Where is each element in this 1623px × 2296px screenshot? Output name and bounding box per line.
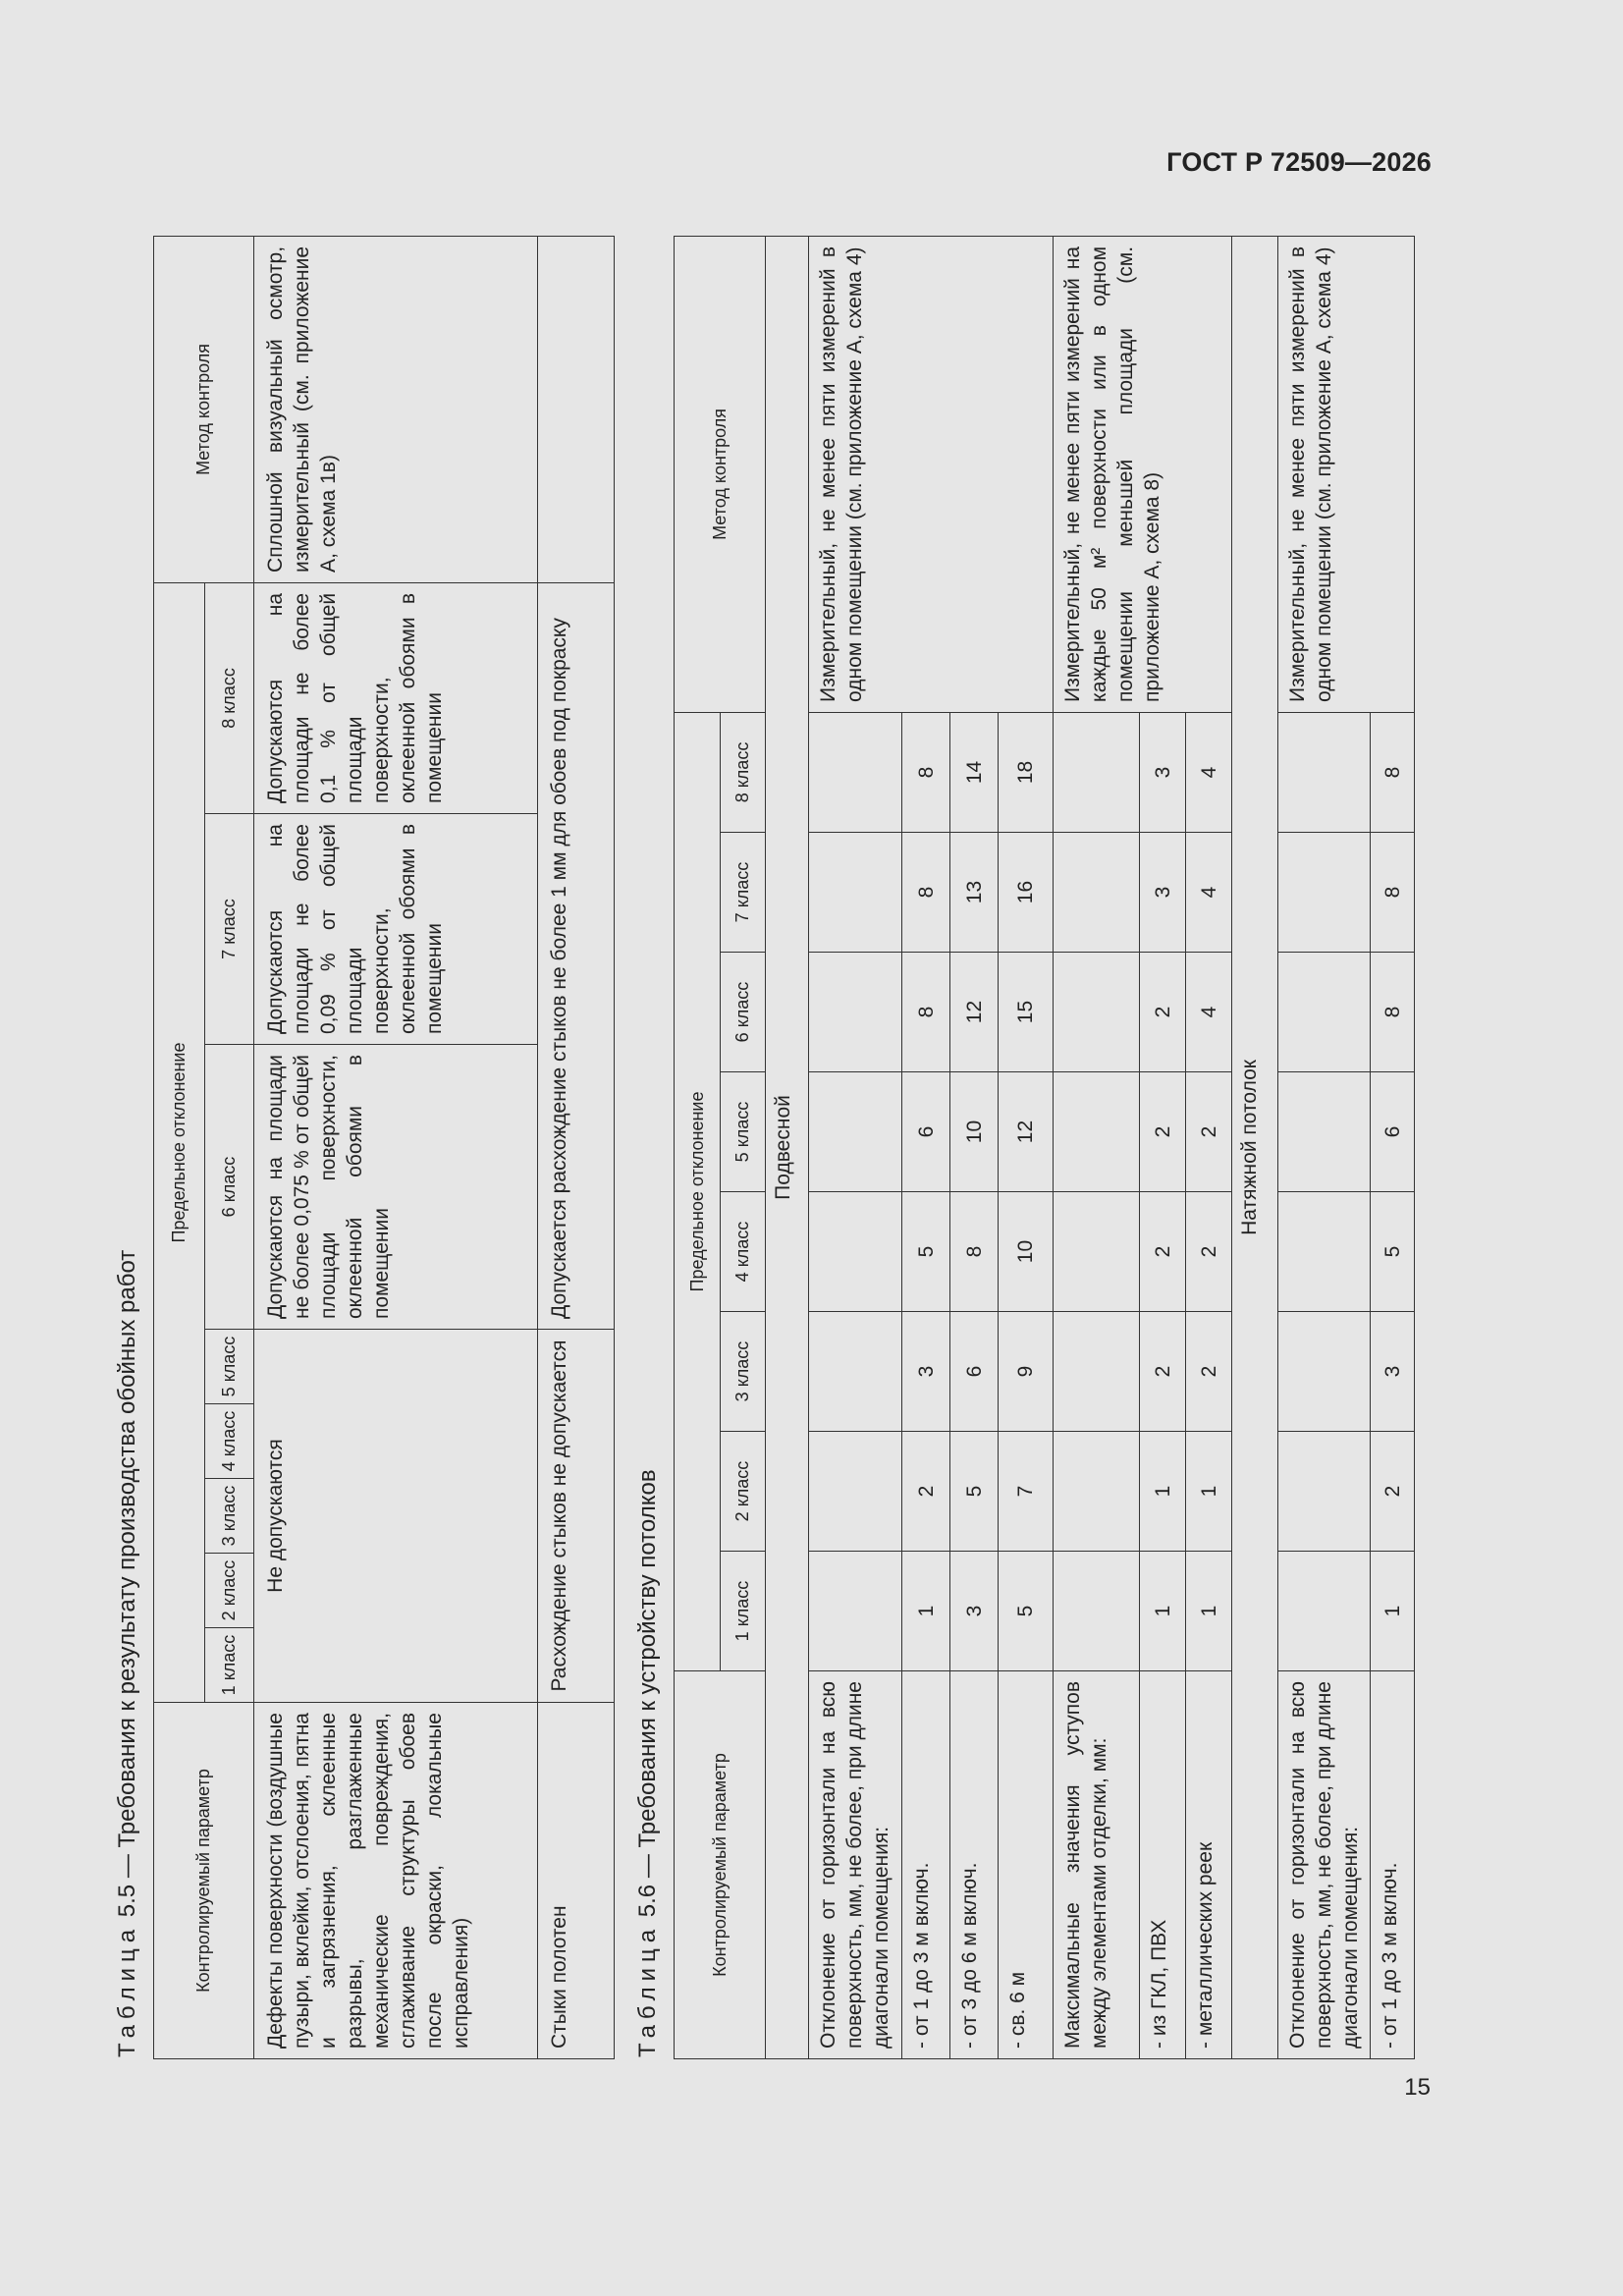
cell-value: 5: [1371, 1192, 1415, 1312]
cell-value: 10: [950, 1072, 999, 1192]
section-title: Подвесной: [766, 236, 809, 2058]
header-class-2: 2 класс: [721, 1432, 766, 1552]
cell-value: 5: [950, 1432, 999, 1552]
row-value: Расхождение стыков не допускается: [538, 1330, 615, 1703]
section-row: [1232, 236, 1278, 2058]
header-class-3: 3 класс: [205, 1479, 254, 1554]
header-class-1: 1 класс: [205, 1628, 254, 1703]
row-value: Допускаются на площади не более 0,09 % от общей площади поверхности, оклеенной обоями в помещении: [254, 814, 538, 1045]
header-param: Контролируемый параметр: [154, 1703, 254, 2059]
cell-value: 1: [902, 1552, 950, 1671]
row-label: - от 1 до 3 м включ.: [1371, 1671, 1415, 2059]
row-label: - из ГКЛ, ПВХ: [1140, 1671, 1186, 2059]
cell-value: 13: [950, 833, 999, 953]
table-row: [1054, 236, 1140, 2058]
cell-value: 18: [999, 712, 1054, 832]
cell-value: 16: [999, 833, 1054, 953]
caption-label: Таблица: [634, 1923, 661, 2057]
caption-text: — Требования к устройству потолков: [634, 1469, 661, 1879]
row-method: Измерительный, не менее пяти измерений в одном помещении (см. приложение А, схема 4): [1278, 236, 1415, 712]
cell-value: 8: [950, 1192, 999, 1312]
cell-value: 15: [999, 953, 1054, 1072]
header-class-5: 5 класс: [721, 1072, 766, 1192]
header-class-2: 2 класс: [205, 1554, 254, 1628]
cell-value: 12: [999, 1072, 1054, 1192]
cell-value: 2: [1186, 1312, 1232, 1432]
table-row: [254, 236, 538, 2058]
row-param: Стыки полотен: [538, 1703, 615, 2059]
cell-value: 4: [1186, 712, 1232, 832]
header-class-6: 6 класс: [205, 1045, 254, 1330]
group-title: Отклонение от горизонтали на всю поверхность, мм, не более, при длине диагонали помещения:: [1278, 1671, 1371, 2059]
row-value: Допускаются на площади не более 0,1 % от общей площади поверхности, оклеенной обоями в помещении: [254, 582, 538, 813]
header-class-7: 7 класс: [721, 833, 766, 953]
header-class-5: 5 класс: [205, 1330, 254, 1404]
row-method: Измерительный, не менее пяти измерений в одном помещении (см. приложение А, схема 4): [809, 236, 1054, 712]
cell-value: 2: [1140, 1312, 1186, 1432]
row-value: Допускаются на площади не более 0,075 % от общей площади поверхности, оклеенной обоями в помещении: [254, 1045, 538, 1330]
page-number: 15: [1404, 2074, 1431, 2101]
cell-value: 2: [902, 1432, 950, 1552]
cell-value: 8: [902, 712, 950, 832]
cell-value: 5: [902, 1192, 950, 1312]
cell-value: 8: [1371, 953, 1415, 1072]
section-row: [766, 236, 809, 2058]
document-header: ГОСТ Р 72509—2026: [1166, 147, 1432, 177]
section-title: Натяжной потолок: [1232, 236, 1278, 2058]
cell-value: 2: [1140, 1072, 1186, 1192]
header-class-3: 3 класс: [721, 1312, 766, 1432]
header-method: Метод контроля: [675, 236, 766, 712]
cell-value: 2: [1140, 1192, 1186, 1312]
cell-value: 2: [1186, 1072, 1232, 1192]
header-class-8: 8 класс: [205, 582, 254, 813]
header-class-8: 8 класс: [721, 712, 766, 832]
cell-value: 6: [950, 1312, 999, 1432]
row-method: Сплошной визуальный осмотр, измерительный (см. приложение А, схема 1в): [254, 236, 538, 582]
row-label: - св. 6 м: [999, 1671, 1054, 2059]
caption-number: 5.6: [634, 1884, 661, 1918]
table-row: [538, 236, 615, 2058]
cell-value: 1: [1186, 1432, 1232, 1552]
header-param: Контролируемый параметр: [675, 1671, 766, 2059]
header-class-6: 6 класс: [721, 953, 766, 1072]
row-label: - от 1 до 3 м включ.: [902, 1671, 950, 2059]
row-method: Измерительный, не менее пяти измерений на каждые 50 м² поверхности или в одном помещении меньшей площади (см. приложение А, схема 8): [1054, 236, 1232, 712]
cell-value: 3: [1371, 1312, 1415, 1432]
row-value: Не допускаются: [254, 1330, 538, 1703]
row-label: - от 3 до 6 м включ.: [950, 1671, 999, 2059]
cell-value: 6: [1371, 1072, 1415, 1192]
cell-value: 7: [999, 1432, 1054, 1552]
table-5-5: [153, 236, 615, 2059]
group-title: Максимальные значения уступов между элементами отделки, мм:: [1054, 1671, 1140, 2059]
caption-label: Таблица: [114, 1923, 140, 2057]
cell-value: 5: [999, 1552, 1054, 1671]
row-method-empty: [538, 236, 615, 582]
cell-value: 8: [902, 953, 950, 1072]
cell-value: 4: [1186, 833, 1232, 953]
cell-value: 2: [1186, 1192, 1232, 1312]
cell-value: 8: [902, 833, 950, 953]
cell-value: 2: [1371, 1432, 1415, 1552]
row-param: Дефекты поверхности (воздушные пузыри, вклейки, отслоения, пятна и загрязнения, склеенные разрывы, разглаженные механические повреждения, сглаживание структуры обоев после окраски, локальные исправления): [254, 1703, 538, 2059]
cell-value: 1: [1186, 1552, 1232, 1671]
header-class-4: 4 класс: [721, 1192, 766, 1312]
header-class-1: 1 класс: [721, 1552, 766, 1671]
row-label: - металлических реек: [1186, 1671, 1232, 2059]
row-value: Допускается расхождение стыков не более 1 мм для обоев под покраску: [538, 582, 615, 1329]
table-5-6-caption: [634, 1469, 662, 2057]
header-deviation: Предельное отклонение: [154, 582, 205, 1702]
group-title: Отклонение от горизонтали на всю поверхность, мм, не более, при длине диагонали помещения:: [809, 1671, 902, 2059]
cell-value: 1: [1371, 1552, 1415, 1671]
header-class-7: 7 класс: [205, 814, 254, 1045]
header-method: Метод контроля: [154, 236, 254, 582]
header-class-4: 4 класс: [205, 1404, 254, 1479]
header-deviation: Предельное отклонение: [675, 712, 721, 1670]
cell-value: 6: [902, 1072, 950, 1192]
cell-value: 10: [999, 1192, 1054, 1312]
table-5-5-caption: [114, 1250, 141, 2057]
cell-value: 12: [950, 953, 999, 1072]
cell-value: 14: [950, 712, 999, 832]
cell-value: 2: [1140, 953, 1186, 1072]
table-row: [1278, 236, 1371, 2058]
table-5-6: [674, 236, 1415, 2059]
cell-value: 3: [1140, 712, 1186, 832]
cell-value: 3: [1140, 833, 1186, 953]
cell-value: 8: [1371, 833, 1415, 953]
cell-value: 1: [1140, 1552, 1186, 1671]
cell-value: 3: [950, 1552, 999, 1671]
cell-value: 8: [1371, 712, 1415, 832]
cell-value: 4: [1186, 953, 1232, 1072]
caption-text: — Требования к результату производства обойных работ: [114, 1249, 140, 1879]
caption-number: 5.5: [114, 1884, 140, 1918]
cell-value: 3: [902, 1312, 950, 1432]
cell-value: 9: [999, 1312, 1054, 1432]
cell-value: 1: [1140, 1432, 1186, 1552]
table-row: [809, 236, 902, 2058]
